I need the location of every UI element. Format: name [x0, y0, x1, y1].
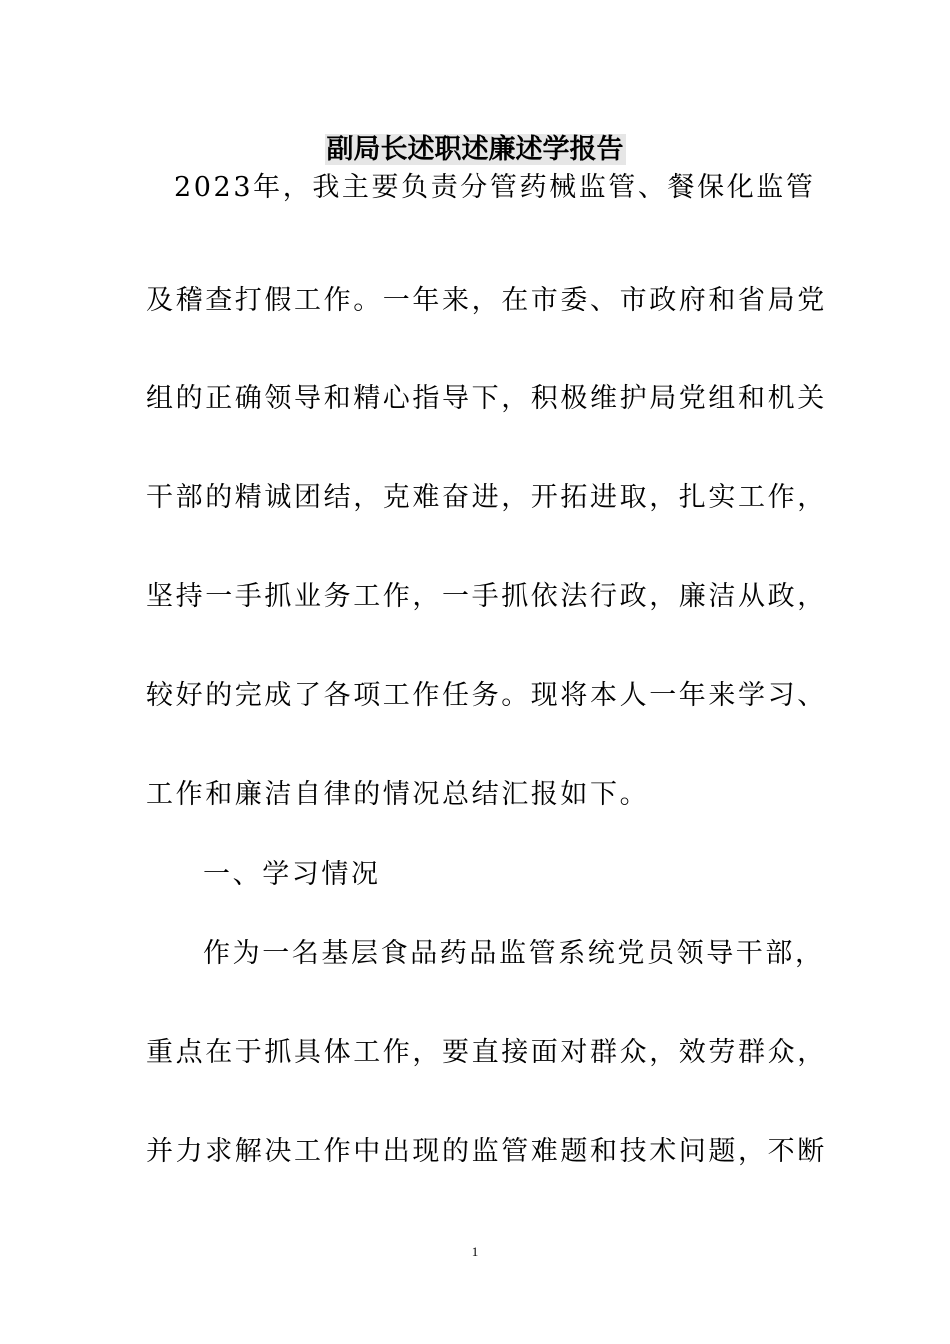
- paragraph-line: 坚持一手抓业务工作，一手抓依法行政，廉洁从政，: [146, 581, 827, 612]
- page-number: 1: [471, 1244, 479, 1259]
- paragraph-line: 工作和廉洁自律的情况总结汇报如下。: [146, 779, 650, 810]
- paragraph-line: 并力求解决工作中出现的监管难题和技术问题，不断: [146, 1136, 827, 1167]
- paragraph-line: 作为一名基层食品药品监管系统党员领导干部，: [203, 938, 825, 969]
- document-title-text: 副局长述职述廉述学报告: [326, 134, 624, 165]
- paragraph-line: 重点在于抓具体工作，要直接面对群众，效劳群众，: [146, 1037, 827, 1068]
- document-title: [0, 130, 950, 170]
- paragraph-line: 2023年，我主要负责分管药械监管、餐保化监管: [174, 172, 816, 203]
- paragraph-line: 组的正确领导和精心指导下，积极维护局党组和机关: [146, 383, 827, 414]
- paragraph-line: 及稽查打假工作。一年来，在市委、市政府和省局党: [146, 285, 827, 316]
- paragraph-line: 干部的精诚团结，克难奋进，开拓进取，扎实工作，: [146, 482, 827, 513]
- section-heading: 一、学习情况: [203, 859, 381, 890]
- paragraph-line: 较好的完成了各项工作任务。现将本人一年来学习、: [146, 680, 827, 711]
